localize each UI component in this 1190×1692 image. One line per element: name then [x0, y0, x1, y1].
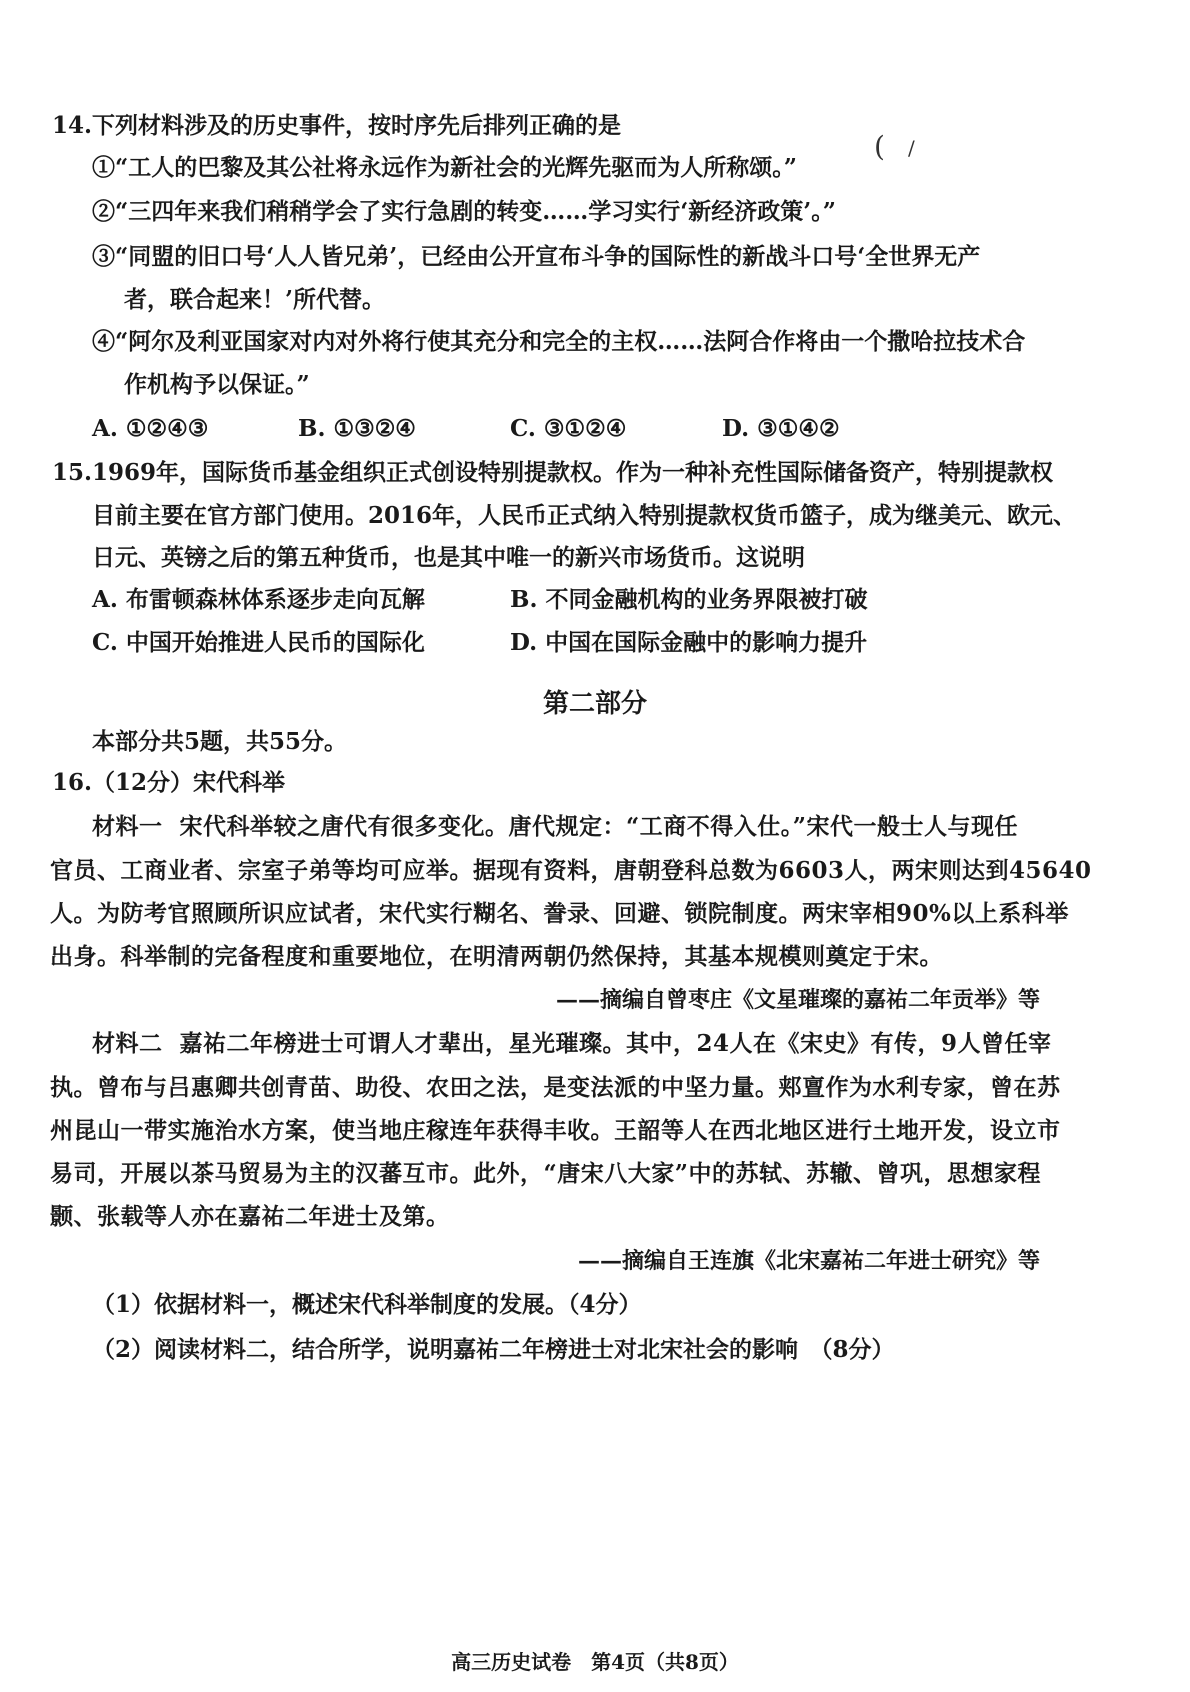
q14-number: 14. [52, 112, 93, 139]
q16-material1-line-4: 出身。科举制的完备程度和重要地位，在明清两朝仍然保持，其基本规模则奠定于宋。 [50, 943, 943, 970]
q15-option-b: B. 不同金融机构的业务界限被打破 [510, 586, 868, 613]
q15-line-3: 日元、英镑之后的第五种货币，也是其中唯一的新兴市场货币。这说明 [92, 544, 805, 571]
q16-material1-line-3: 人。为防考官照顾所识应试者，宋代实行糊名、誊录、回避、锁院制度。两宋宰相90%以上系科举 [50, 900, 1069, 927]
q16-material2-line-4: 易司，开展以茶马贸易为主的汉蕃互市。此外，“唐宋八大家”中的苏轼、苏辙、曾巩，思想家程 [50, 1160, 1041, 1187]
q16-material1-line-1-text: 宋代科举较之唐代有很多变化。唐代规定：“工商不得入仕。”宋代一般士人与现任 [179, 813, 1018, 840]
q16-question-2: （2）阅读材料二，结合所学，说明嘉祐二年榜进士对北宋社会的影响 （8分） [92, 1336, 895, 1363]
q14-option-a: A. ①②④③ [92, 415, 209, 442]
q16-material2-line-3: 州昆山一带实施治水方案，使当地庄稼连年获得丰收。王韶等人在西北地区进行土地开发，设立市 [50, 1117, 1061, 1144]
q15-number: 15. [52, 459, 93, 486]
q16-material1-line-2: 官员、工商业者、宗室子弟等均可应举。据现有资料，唐朝登科总数为6603人，两宋则达到45640 [50, 857, 1092, 884]
q14-statement-4-cont: 作机构予以保证。” [124, 371, 310, 398]
q16-material1-line-1 [92, 811, 1018, 843]
q14-statement-3-cont: 者，联合起来！’所代替。 [124, 286, 386, 313]
q15-line-1-text: 1969年，国际货币基金组织正式创设特别提款权。作为一种补充性国际储备资产，特别提款权 [92, 459, 1054, 486]
q14-statement-3: ③“同盟的旧口号‘人人皆兄弟’，已经由公开宣布斗争的国际性的新战斗口号‘全世界无产 [92, 243, 981, 270]
q14-option-d: D. ③①④② [722, 415, 840, 442]
q16-header-text: （12分）宋代科举 [92, 769, 286, 796]
q15-line-1 [52, 457, 1053, 489]
q15-option-c: C. 中国开始推进人民币的国际化 [92, 629, 425, 656]
page-footer: 高三历史试卷 第4页（共8页） [451, 1650, 739, 1674]
part2-intro: 本部分共5题，共55分。 [92, 728, 348, 755]
q16-header [52, 767, 285, 799]
part2-title: 第二部分 [542, 689, 647, 719]
q16-question-1: （1）依据材料一，概述宋代科举制度的发展。（4分） [92, 1291, 642, 1318]
q16-material1-source: ——摘编自曾枣庄《文星璀璨的嘉祐二年贡举》等 [555, 987, 1040, 1013]
q16-material2-line-5: 颢、张载等人亦在嘉祐二年进士及第。 [50, 1203, 450, 1230]
q16-number: 16. [52, 769, 93, 796]
q14-stem-text: 下列材料涉及的历史事件，按时序先后排列正确的是 [92, 112, 621, 139]
q14-statement-1: ①“工人的巴黎及其公社将永远作为新社会的光辉先驱而为人所称颂。” [92, 154, 797, 181]
q16-material2-label: 材料二 [92, 1030, 163, 1057]
q16-material2-line-1-text: 嘉祐二年榜进士可谓人才辈出，星光璀璨。其中，24人在《宋史》有传，9人曾任宰 [179, 1030, 1052, 1057]
pen-mark-tick: / [908, 136, 915, 160]
q16-material2-line-2: 执。曾布与吕惠卿共创青苗、助役、农田之法，是变法派的中坚力量。郏亶作为水利专家，曾在苏 [50, 1074, 1061, 1101]
q14-statement-4: ④“阿尔及利亚国家对内对外将行使其充分和完全的主权……法阿合作将由一个撒哈拉技术合 [92, 328, 1026, 355]
q14-statement-2: ②“三四年来我们稍稍学会了实行急剧的转变……学习实行‘新经济政策’。” [92, 198, 836, 225]
q14-stem [52, 110, 1052, 142]
q16-material2-line-1 [92, 1028, 1052, 1060]
q15-option-a: A. 布雷顿森林体系逐步走向瓦解 [92, 586, 425, 613]
q14-option-b: B. ①③②④ [298, 415, 416, 442]
q16-material2-source: ——摘编自王连旗《北宋嘉祐二年进士研究》等 [577, 1248, 1040, 1274]
q14-option-c: C. ③①②④ [510, 415, 627, 442]
q15-line-2: 目前主要在官方部门使用。2016年，人民币正式纳入特别提款权货币篮子，成为继美元、欧元、 [92, 502, 1077, 529]
pen-mark-bracket: ( [874, 130, 885, 163]
q15-option-d: D. 中国在国际金融中的影响力提升 [510, 629, 868, 656]
q16-material1-label: 材料一 [92, 813, 163, 840]
